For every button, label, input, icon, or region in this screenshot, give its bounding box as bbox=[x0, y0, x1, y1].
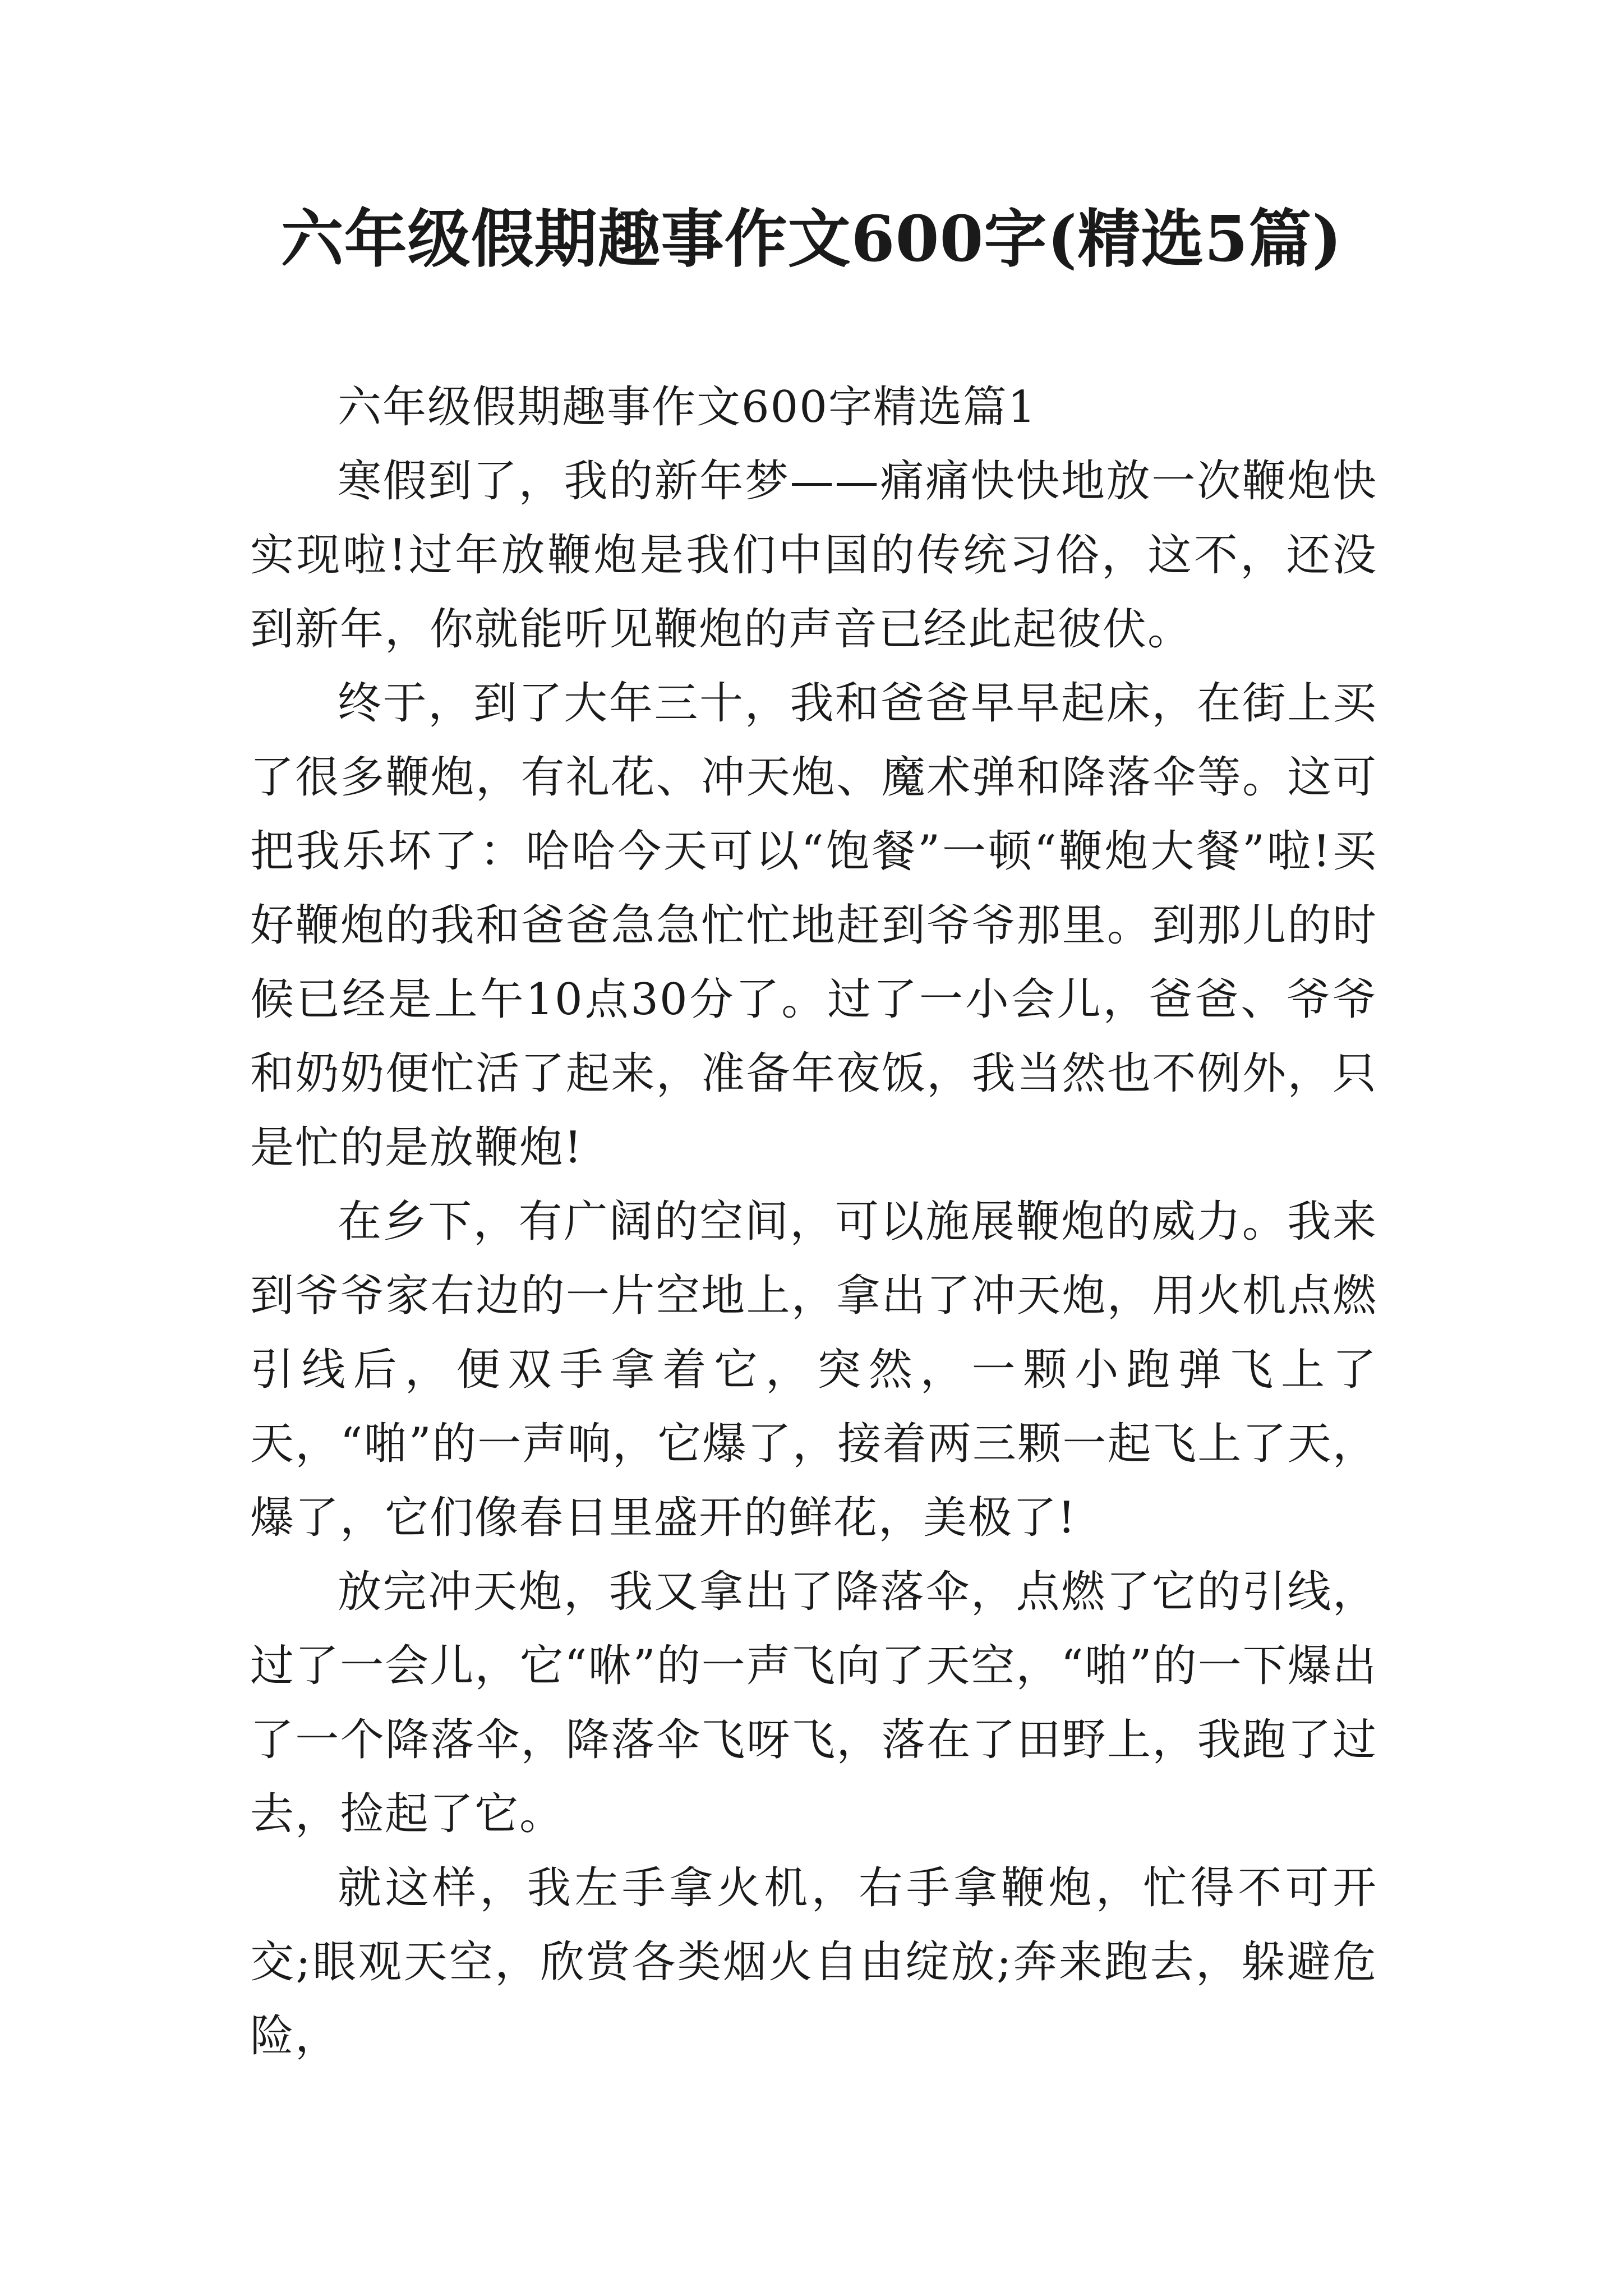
paragraph-4: 放完冲天炮，我又拿出了降落伞，点燃了它的引线，过了一会儿，它“咻”的一声飞向了天空，“啪”的一下爆出了一个降落伞，降落伞飞呀飞，落在了田野上，我跑了过去，捡起了它。 bbox=[250, 1567, 1377, 1839]
paragraph-1: 寒假到了，我的新年梦——痛痛快快地放一次鞭炮快实现啦!过年放鞭炮是我们中国的传统习俗，这不，还没到新年，你就能听见鞭炮的声音已经此起彼伏。 bbox=[250, 456, 1377, 655]
paragraph-3: 在乡下，有广阔的空间，可以施展鞭炮的威力。我来到爷爷家右边的一片空地上，拿出了冲天炮，用火机点燃引线后，便双手拿着它，突然，一颗小跑弹飞上了天，“啪”的一声响，它爆了，接着两三颗一起飞上了天，爆了，它们像春日里盛开的鲜花，美极了! bbox=[250, 1197, 1377, 1543]
document-body bbox=[250, 370, 1377, 2073]
document-title: 六年级假期趣事作文600字(精选5篇) bbox=[280, 203, 1343, 276]
section-heading: 六年级假期趣事作文600字精选篇1 bbox=[338, 382, 1037, 432]
paragraph-2: 终于，到了大年三十，我和爸爸早早起床，在街上买了很多鞭炮，有礼花、冲天炮、魔术弹和降落伞等。这可把我乐坏了：哈哈今天可以“饱餐”一顿“鞭炮大餐”啦!买好鞭炮的我和爸爸急急忙忙地赶到爷爷那里。到那儿的时候已经是上午10点30分了。过了一小会儿，爸爸、爷爷和奶奶便忙活了起来，准备年夜饭，我当然也不例外，只是忙的是放鞭炮! bbox=[250, 678, 1377, 1173]
paragraph-5: 就这样，我左手拿火机，右手拿鞭炮，忙得不可开交;眼观天空，欣赏各类烟火自由绽放;奔来跑去，躲避危险， bbox=[250, 1863, 1377, 2062]
